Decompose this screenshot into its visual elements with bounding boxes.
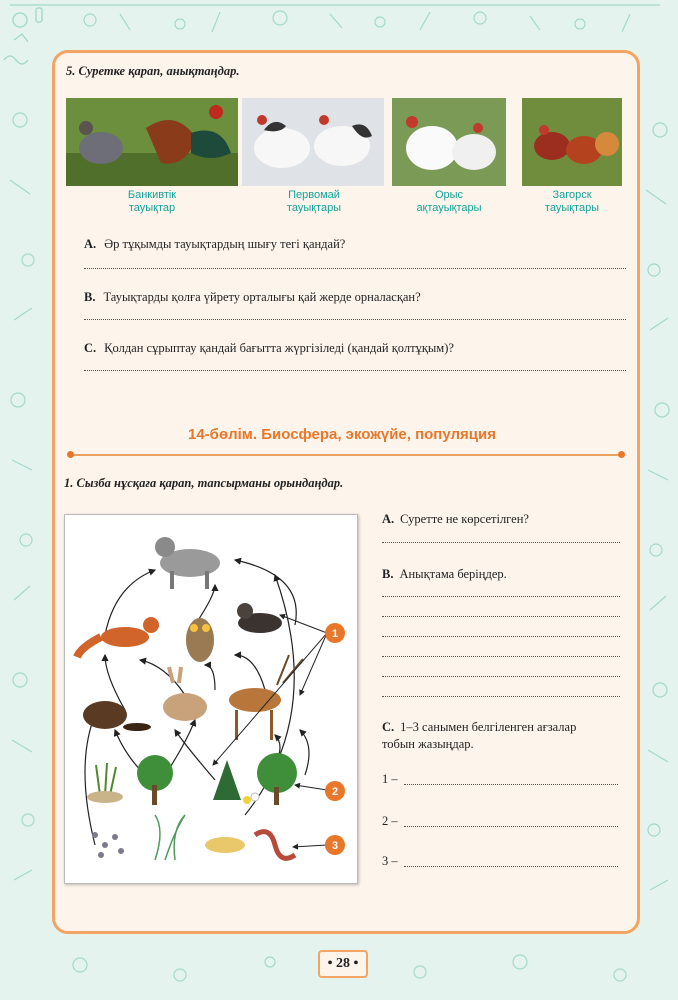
task1-answer-c-1[interactable] [404, 784, 618, 785]
pervomai-chickens-photo [242, 98, 384, 186]
breed-caption-3: Орыс ақтауықтары [416, 189, 482, 214]
svg-text:2: 2 [331, 786, 339, 798]
svg-text:3: 3 [331, 840, 339, 852]
answer-line-b[interactable] [84, 319, 626, 320]
breed-caption-2: Первомай тауықтары [286, 189, 342, 214]
task1-question-a: A. Суретте не көрсетілген? [382, 512, 529, 526]
task1-answer-b-6[interactable] [382, 696, 620, 697]
task1-answer-b-3[interactable] [382, 636, 620, 637]
label-2 [325, 781, 345, 801]
label-1 [325, 623, 345, 643]
task1-question-c: C. 1–3 санымен белгіленген ағзалар тобын жазыңдар. [382, 720, 577, 751]
russian-white-chickens-photo [392, 98, 506, 186]
question-b: B. Тауықтарды қолға үйрету орталығы қай жерде орналасқан? [84, 290, 421, 304]
answer-line-a[interactable] [84, 268, 626, 269]
task1-answer-label-3: 3 – [382, 854, 398, 868]
food-web-diagram [64, 514, 358, 884]
task1-answer-c-2[interactable] [404, 826, 618, 827]
breed-caption-4: Загорск тауықтары [544, 189, 600, 214]
task1-answer-b-2[interactable] [382, 616, 620, 617]
breed-caption-1: Банкивтік тауықтар [127, 189, 177, 214]
label-3 [325, 835, 345, 855]
section-title: 14-бөлім. Биосфера, экожүйе, популяция [188, 426, 496, 443]
question-a: A. Әр тұқымды тауықтардың шығу тегі қандай? [84, 237, 346, 251]
zagorsk-chickens-photo [522, 98, 622, 186]
svg-text:1: 1 [331, 628, 339, 640]
banking-chickens-photo [66, 98, 238, 186]
task1-answer-label-1: 1 – [382, 772, 398, 786]
question-c: C. Қолдан сұрыптау қандай бағытта жүргізіледі (қандай қолтұқым)? [84, 341, 454, 355]
task1-answer-b-4[interactable] [382, 656, 620, 657]
task5-title: 5. Суретке қарап, анықтаңдар. [66, 64, 240, 78]
task1-answer-b-1[interactable] [382, 596, 620, 597]
section-divider [70, 454, 622, 456]
task1-answer-b-5[interactable] [382, 676, 620, 677]
answer-line-c[interactable] [84, 370, 626, 371]
page-number: • 28 • [318, 950, 368, 978]
task1-title: 1. Сызба нұсқаға қарап, тапсырманы орындаңдар. [64, 476, 344, 490]
task1-answer-c-3[interactable] [404, 866, 618, 867]
task1-question-b: B. Анықтама беріңдер. [382, 567, 507, 581]
task1-answer-label-2: 2 – [382, 814, 398, 828]
task1-answer-a[interactable] [382, 542, 620, 543]
